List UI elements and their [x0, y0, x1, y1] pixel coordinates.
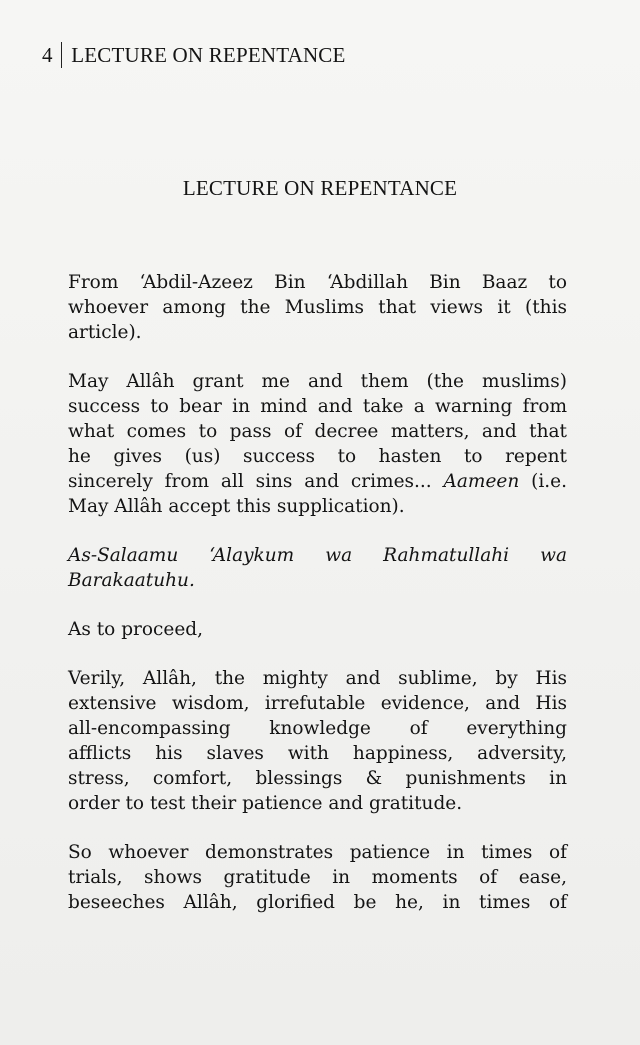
text-line: afflicts his slaves with happiness, adversity, — [68, 743, 567, 764]
aameen-word: Aameen — [443, 471, 520, 492]
text-line: whoever among the Muslims that views it (this — [68, 297, 567, 318]
text-line: Verily, Allâh, the mighty and sublime, by His — [68, 668, 567, 689]
page-number: 4 — [42, 42, 53, 67]
header-divider — [61, 42, 63, 68]
text-line: he gives (us) success to hasten to repent — [68, 446, 567, 467]
text-line: So whoever demonstrates patience in times of — [68, 842, 567, 863]
text-line: From ‘Abdil-Azeez Bin ‘Abdillah Bin Baaz to — [68, 272, 567, 293]
paragraph-patience — [68, 840, 567, 915]
text-line: As-Salaamu ‘Alaykum wa Rahmatullahi wa — [68, 545, 567, 566]
body-text — [68, 270, 567, 939]
paragraph-wisdom — [68, 666, 567, 816]
text-line: trials, shows gratitude in moments of ease, — [68, 867, 567, 888]
paragraph-proceed — [68, 617, 567, 642]
text-line: As to proceed, — [68, 619, 203, 640]
chapter-title: LECTURE ON REPENTANCE — [182, 176, 458, 200]
paragraph-salutation — [68, 270, 567, 345]
paragraph-supplication — [68, 369, 567, 519]
running-header — [42, 40, 346, 70]
text-line: May Allâh accept this supplication). — [68, 496, 405, 517]
text-line: stress, comfort, blessings & punishments in — [68, 768, 567, 789]
line-segment: sincerely from all sins and crimes... — [68, 471, 432, 492]
text-line: order to test their patience and gratitude. — [68, 793, 463, 814]
ie-abbrev: (i.e. — [531, 471, 567, 492]
text-line: what comes to pass of decree matters, and that — [68, 421, 567, 442]
text-line: all-encompassing knowledge of everything — [68, 718, 567, 739]
text-line-aameen — [68, 469, 567, 494]
paragraph-greeting — [68, 543, 567, 593]
text-line: article). — [68, 322, 142, 343]
running-title: LECTURE ON REPENTANCE — [71, 42, 346, 67]
text-line: May Allâh grant me and them (the muslims) — [68, 371, 567, 392]
text-line: Barakaatuhu. — [68, 570, 195, 591]
text-line: success to bear in mind and take a warning from — [68, 396, 567, 417]
text-line: beseeches Allâh, glorified be he, in times of — [68, 892, 567, 913]
text-line: extensive wisdom, irrefutable evidence, and His — [68, 693, 567, 714]
